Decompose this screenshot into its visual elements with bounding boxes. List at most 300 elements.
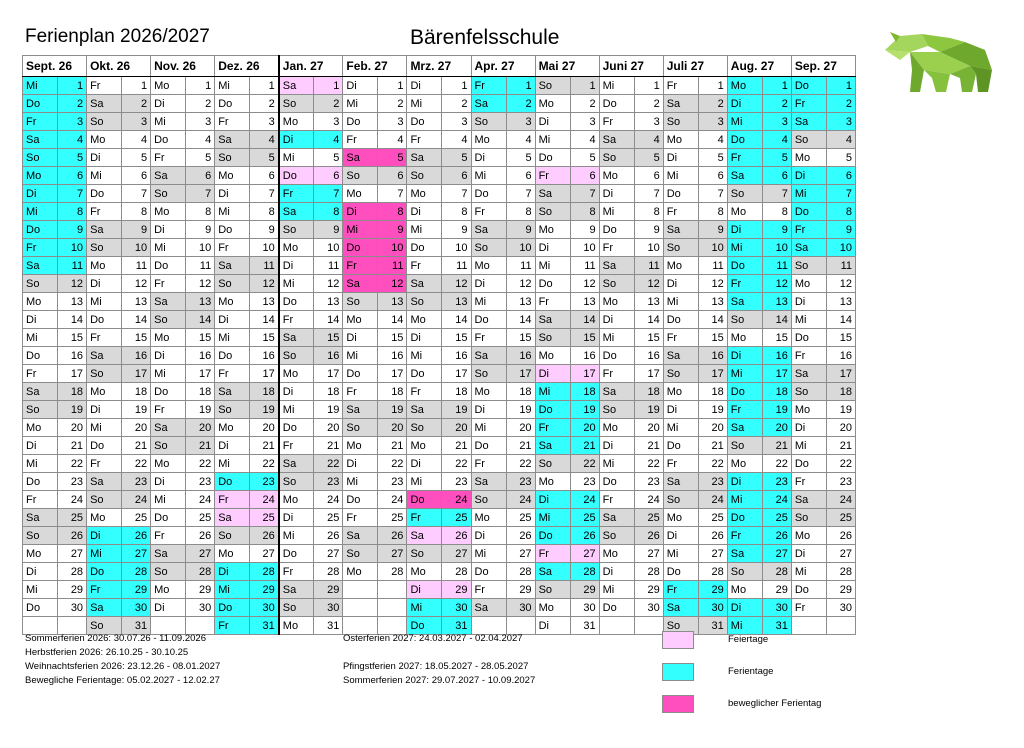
weekday-cell: Di (599, 563, 634, 581)
weekday-cell: Sa (343, 401, 378, 419)
day-cell: 20 (378, 419, 407, 437)
weekday-cell: Sa (471, 599, 506, 617)
weekday-cell: So (343, 293, 378, 311)
legend-label-ferientage: Ferientage (728, 666, 774, 677)
weekday-cell: Mi (727, 617, 762, 635)
weekday-cell: Sa (535, 185, 570, 203)
table-row (23, 185, 856, 203)
weekday-cell: Do (215, 599, 250, 617)
month-header: Jan. 27 (279, 56, 343, 77)
table-row (23, 113, 856, 131)
day-cell: 13 (250, 293, 279, 311)
weekday-cell: So (279, 473, 314, 491)
day-cell: 16 (570, 347, 599, 365)
day-cell: 14 (378, 311, 407, 329)
weekday-cell: Fr (215, 365, 250, 383)
day-cell: 15 (250, 329, 279, 347)
day-cell: 2 (314, 95, 343, 113)
day-cell: 23 (58, 473, 87, 491)
weekday-cell: Fr (663, 455, 698, 473)
day-cell: 10 (378, 239, 407, 257)
weekday-cell: Mo (535, 473, 570, 491)
day-cell: 15 (122, 329, 151, 347)
month-header: Apr. 27 (471, 56, 535, 77)
weekday-cell: Di (791, 419, 826, 437)
weekday-cell: Fr (663, 203, 698, 221)
weekday-cell: Di (599, 185, 634, 203)
day-cell: 4 (186, 131, 215, 149)
weekday-cell: Mi (663, 545, 698, 563)
weekday-cell: Sa (87, 221, 122, 239)
weekday-cell: Mi (279, 401, 314, 419)
day-cell: 19 (506, 401, 535, 419)
day-cell: 3 (122, 113, 151, 131)
weekday-cell: Di (215, 185, 250, 203)
weekday-cell: Sa (87, 473, 122, 491)
weekday-cell: Mi (279, 149, 314, 167)
day-cell: 4 (378, 131, 407, 149)
weekday-cell: Mi (407, 95, 442, 113)
weekday-cell: Fr (727, 149, 762, 167)
weekday-cell: So (727, 311, 762, 329)
day-cell: 27 (826, 545, 855, 563)
day-cell: 20 (122, 419, 151, 437)
weekday-cell: Mo (727, 581, 762, 599)
day-cell: 10 (442, 239, 471, 257)
day-cell: 2 (570, 95, 599, 113)
weekday-cell: Fr (343, 383, 378, 401)
day-cell: 18 (826, 383, 855, 401)
table-row (23, 491, 856, 509)
day-cell: 1 (122, 77, 151, 95)
day-cell: 9 (826, 221, 855, 239)
weekday-cell: Sa (407, 275, 442, 293)
weekday-cell: So (23, 401, 58, 419)
weekday-cell: Do (599, 473, 634, 491)
weekday-cell: Di (535, 113, 570, 131)
day-cell: 29 (570, 581, 599, 599)
day-cell: 20 (634, 419, 663, 437)
weekday-cell: Do (791, 77, 826, 95)
day-cell: 3 (442, 113, 471, 131)
weekday-cell: Fr (599, 491, 634, 509)
day-cell: 22 (762, 455, 791, 473)
table-row (23, 509, 856, 527)
day-cell: 29 (122, 581, 151, 599)
day-cell: 19 (634, 401, 663, 419)
day-cell: 22 (698, 455, 727, 473)
weekday-cell: Sa (663, 599, 698, 617)
day-cell (634, 617, 663, 635)
day-cell: 8 (570, 203, 599, 221)
weekday-cell: Mi (87, 419, 122, 437)
weekday-cell: Di (471, 149, 506, 167)
weekday-cell: Mi (215, 455, 250, 473)
weekday-cell: Mi (151, 365, 186, 383)
day-cell: 24 (698, 491, 727, 509)
weekday-cell: Mi (599, 203, 634, 221)
day-cell: 11 (442, 257, 471, 275)
weekday-cell: Sa (215, 131, 250, 149)
weekday-cell: Fr (23, 239, 58, 257)
day-cell: 10 (186, 239, 215, 257)
day-cell: 6 (186, 167, 215, 185)
day-cell: 24 (314, 491, 343, 509)
weekday-cell: Do (471, 437, 506, 455)
day-cell: 20 (442, 419, 471, 437)
weekday-cell: Sa (87, 95, 122, 113)
page-title: Ferienplan 2026/2027 (25, 26, 210, 47)
weekday-cell: Mo (151, 77, 186, 95)
day-cell: 14 (570, 311, 599, 329)
day-cell: 23 (570, 473, 599, 491)
day-cell: 5 (762, 149, 791, 167)
day-cell: 14 (698, 311, 727, 329)
weekday-cell: Mo (535, 221, 570, 239)
weekday-cell: Di (535, 239, 570, 257)
day-cell: 18 (314, 383, 343, 401)
holiday-info-right (343, 632, 535, 688)
day-cell: 6 (122, 167, 151, 185)
day-cell: 7 (250, 185, 279, 203)
day-cell: 19 (186, 401, 215, 419)
day-cell: 25 (442, 509, 471, 527)
weekday-cell: So (471, 113, 506, 131)
table-row (23, 581, 856, 599)
weekday-cell: Sa (151, 419, 186, 437)
day-cell: 2 (762, 95, 791, 113)
weekday-cell: Sa (535, 311, 570, 329)
weekday-cell: Di (727, 473, 762, 491)
day-cell: 17 (186, 365, 215, 383)
day-cell: 7 (122, 185, 151, 203)
weekday-cell: Mo (727, 77, 762, 95)
day-cell: 19 (122, 401, 151, 419)
day-cell: 6 (506, 167, 535, 185)
weekday-cell: Mo (279, 239, 314, 257)
weekday-cell: Mi (407, 221, 442, 239)
day-cell: 10 (506, 239, 535, 257)
weekday-cell: Mo (727, 329, 762, 347)
weekday-cell: Mo (407, 311, 442, 329)
day-cell: 7 (826, 185, 855, 203)
table-row (23, 311, 856, 329)
weekday-cell: So (279, 221, 314, 239)
day-cell: 18 (570, 383, 599, 401)
weekday-cell: Do (215, 221, 250, 239)
weekday-cell: Mo (407, 185, 442, 203)
day-cell: 8 (122, 203, 151, 221)
day-cell: 27 (314, 545, 343, 563)
weekday-cell: Do (343, 365, 378, 383)
weekday-cell: Fr (23, 491, 58, 509)
day-cell: 3 (634, 113, 663, 131)
day-cell: 16 (186, 347, 215, 365)
day-cell: 15 (186, 329, 215, 347)
day-cell: 26 (762, 527, 791, 545)
day-cell: 4 (698, 131, 727, 149)
weekday-cell: Mi (727, 491, 762, 509)
day-cell: 13 (634, 293, 663, 311)
table-row (23, 599, 856, 617)
day-cell: 31 (314, 617, 343, 635)
day-cell: 2 (378, 95, 407, 113)
weekday-cell: Do (727, 257, 762, 275)
weekday-cell: Sa (343, 275, 378, 293)
weekday-cell: Fr (407, 383, 442, 401)
day-cell: 26 (698, 527, 727, 545)
day-cell: 21 (122, 437, 151, 455)
weekday-cell: So (535, 581, 570, 599)
info-line (343, 646, 535, 660)
day-cell: 15 (58, 329, 87, 347)
weekday-cell: Di (535, 365, 570, 383)
weekday-cell: Fr (663, 77, 698, 95)
weekday-cell: Fr (791, 599, 826, 617)
weekday-cell: Mi (215, 77, 250, 95)
weekday-cell: Mo (407, 437, 442, 455)
weekday-cell: Do (23, 221, 58, 239)
weekday-cell: Do (23, 95, 58, 113)
day-cell: 18 (698, 383, 727, 401)
day-cell: 12 (506, 275, 535, 293)
day-cell: 3 (698, 113, 727, 131)
weekday-cell: So (471, 491, 506, 509)
weekday-cell: So (599, 275, 634, 293)
weekday-cell: Mo (151, 581, 186, 599)
day-cell: 26 (826, 527, 855, 545)
weekday-cell: Mo (215, 419, 250, 437)
weekday-cell: Do (599, 347, 634, 365)
day-cell: 22 (570, 455, 599, 473)
month-header: Feb. 27 (343, 56, 407, 77)
day-cell: 21 (570, 437, 599, 455)
weekday-cell: Fr (407, 509, 442, 527)
day-cell: 19 (250, 401, 279, 419)
day-cell: 4 (58, 131, 87, 149)
day-cell: 22 (634, 455, 663, 473)
day-cell: 29 (634, 581, 663, 599)
day-cell: 3 (250, 113, 279, 131)
day-cell: 23 (698, 473, 727, 491)
table-row (23, 293, 856, 311)
day-cell: 26 (634, 527, 663, 545)
weekday-cell: Di (23, 185, 58, 203)
day-cell: 6 (826, 167, 855, 185)
month-header: Nov. 26 (151, 56, 215, 77)
weekday-cell: Do (599, 221, 634, 239)
day-cell: 15 (826, 329, 855, 347)
weekday-cell: So (215, 527, 250, 545)
day-cell: 20 (250, 419, 279, 437)
table-row (23, 473, 856, 491)
weekday-cell: Mo (279, 491, 314, 509)
day-cell: 22 (314, 455, 343, 473)
weekday-cell: Di (215, 311, 250, 329)
day-cell: 30 (826, 599, 855, 617)
weekday-cell: Sa (23, 131, 58, 149)
day-cell: 3 (826, 113, 855, 131)
day-cell: 27 (250, 545, 279, 563)
day-cell: 7 (58, 185, 87, 203)
day-cell: 30 (570, 599, 599, 617)
weekday-cell: Mi (23, 77, 58, 95)
day-cell: 5 (378, 149, 407, 167)
day-cell: 15 (378, 329, 407, 347)
day-cell: 10 (314, 239, 343, 257)
weekday-cell: So (471, 239, 506, 257)
day-cell: 8 (58, 203, 87, 221)
day-cell: 25 (762, 509, 791, 527)
weekday-cell: Sa (215, 257, 250, 275)
day-cell: 23 (634, 473, 663, 491)
day-cell: 16 (250, 347, 279, 365)
weekday-cell: Fr (535, 419, 570, 437)
weekday-cell: Mo (791, 401, 826, 419)
day-cell: 9 (314, 221, 343, 239)
weekday-cell: Mo (791, 149, 826, 167)
weekday-cell: Mi (471, 293, 506, 311)
table-row (23, 167, 856, 185)
day-cell: 3 (186, 113, 215, 131)
weekday-cell: Sa (279, 77, 314, 95)
weekday-cell: Mi (791, 311, 826, 329)
weekday-cell: Fr (87, 455, 122, 473)
weekday-cell: Do (343, 239, 378, 257)
weekday-cell: Do (663, 437, 698, 455)
weekday-cell: Sa (663, 347, 698, 365)
weekday-cell: Fr (87, 77, 122, 95)
day-cell: 3 (58, 113, 87, 131)
day-cell: 17 (250, 365, 279, 383)
day-cell: 12 (442, 275, 471, 293)
day-cell: 5 (186, 149, 215, 167)
day-cell: 2 (58, 95, 87, 113)
weekday-cell: Di (599, 437, 634, 455)
weekday-cell: So (151, 437, 186, 455)
day-cell: 6 (634, 167, 663, 185)
weekday-cell: Sa (23, 257, 58, 275)
weekday-cell: Fr (87, 203, 122, 221)
day-cell: 9 (442, 221, 471, 239)
day-cell: 11 (506, 257, 535, 275)
day-cell: 24 (826, 491, 855, 509)
day-cell: 2 (122, 95, 151, 113)
weekday-cell: Di (407, 329, 442, 347)
day-cell: 5 (698, 149, 727, 167)
weekday-cell: Mi (599, 455, 634, 473)
weekday-cell: Do (343, 113, 378, 131)
weekday-cell: Mo (599, 545, 634, 563)
day-cell: 25 (570, 509, 599, 527)
weekday-cell: Mi (343, 473, 378, 491)
weekday-cell: Do (23, 473, 58, 491)
weekday-cell: Mi (599, 329, 634, 347)
weekday-cell: Di (407, 203, 442, 221)
day-cell: 10 (58, 239, 87, 257)
day-cell: 12 (698, 275, 727, 293)
weekday-cell: Do (471, 563, 506, 581)
day-cell: 21 (186, 437, 215, 455)
day-cell: 17 (634, 365, 663, 383)
day-cell: 28 (762, 563, 791, 581)
day-cell: 6 (698, 167, 727, 185)
weekday-cell: Di (535, 617, 570, 635)
weekday-cell: Sa (151, 293, 186, 311)
day-cell: 14 (186, 311, 215, 329)
weekday-cell: Fr (535, 293, 570, 311)
day-cell: 30 (122, 599, 151, 617)
table-row (23, 239, 856, 257)
day-cell: 7 (634, 185, 663, 203)
weekday-cell: So (87, 239, 122, 257)
weekday-cell: So (343, 167, 378, 185)
month-header: Sept. 26 (23, 56, 87, 77)
day-cell: 22 (58, 455, 87, 473)
weekday-cell: So (407, 545, 442, 563)
day-cell: 13 (506, 293, 535, 311)
weekday-cell: Fr (343, 131, 378, 149)
weekday-cell: Di (215, 437, 250, 455)
legend-label-feiertage: Feiertage (728, 634, 769, 645)
day-cell: 16 (314, 347, 343, 365)
weekday-cell: Mi (151, 239, 186, 257)
weekday-cell: So (663, 617, 698, 635)
weekday-cell: Di (279, 131, 314, 149)
day-cell: 7 (314, 185, 343, 203)
month-header: Mrz. 27 (407, 56, 471, 77)
weekday-cell: Fr (215, 491, 250, 509)
weekday-cell: Do (215, 95, 250, 113)
weekday-cell: Di (151, 347, 186, 365)
day-cell: 12 (314, 275, 343, 293)
weekday-cell: Do (727, 383, 762, 401)
weekday-cell: Mo (279, 365, 314, 383)
day-cell: 15 (442, 329, 471, 347)
weekday-cell: Do (663, 185, 698, 203)
day-cell: 20 (570, 419, 599, 437)
day-cell: 25 (378, 509, 407, 527)
day-cell: 29 (442, 581, 471, 599)
day-cell: 18 (378, 383, 407, 401)
weekday-cell: Mi (407, 473, 442, 491)
weekday-cell: Mi (663, 167, 698, 185)
day-cell: 11 (122, 257, 151, 275)
weekday-cell: Mo (87, 509, 122, 527)
day-cell: 24 (250, 491, 279, 509)
day-cell: 22 (122, 455, 151, 473)
weekday-cell: So (151, 311, 186, 329)
day-cell: 24 (442, 491, 471, 509)
weekday-cell: So (663, 113, 698, 131)
day-cell: 29 (762, 581, 791, 599)
month-header: Juni 27 (599, 56, 663, 77)
day-cell: 29 (826, 581, 855, 599)
weekday-cell: Mo (23, 545, 58, 563)
weekday-cell: Mi (87, 293, 122, 311)
weekday-cell: Di (599, 311, 634, 329)
weekday-cell: Fr (343, 257, 378, 275)
weekday-cell: Mo (279, 113, 314, 131)
weekday-cell: Sa (791, 491, 826, 509)
day-cell: 2 (442, 95, 471, 113)
day-cell: 9 (58, 221, 87, 239)
day-cell: 5 (250, 149, 279, 167)
weekday-cell: Di (727, 95, 762, 113)
weekday-cell: Do (535, 527, 570, 545)
weekday-cell: Fr (791, 473, 826, 491)
table-row (23, 545, 856, 563)
